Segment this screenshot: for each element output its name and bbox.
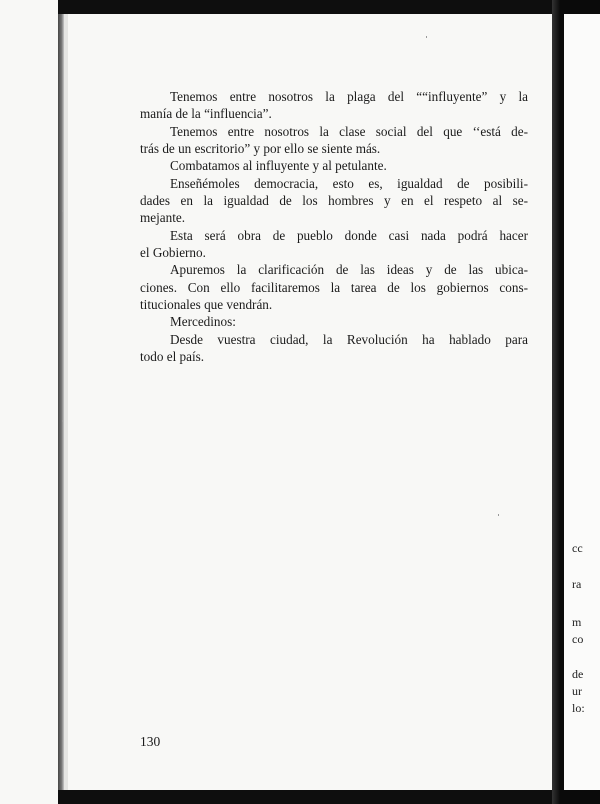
- scan-speck: [62, 420, 63, 422]
- text-line: Mercedinos:: [170, 314, 236, 330]
- paragraph: [140, 313, 528, 330]
- text-line: Enseñémoles democracia, esto es, igualdad de posibili-: [170, 175, 528, 191]
- facing-page-fragment: ra: [572, 577, 582, 591]
- text-line: Esta será obra de pueblo donde casi nada podrá hacer: [170, 227, 528, 243]
- facing-page-fragment: ur: [572, 684, 582, 698]
- text-line: ciones. Con ello facilitaremos la tarea de los gobiernos cons-: [140, 279, 528, 295]
- facing-page-fragment: co: [572, 632, 584, 646]
- scan-speck: [498, 514, 499, 516]
- facing-page-fragment: de: [572, 667, 584, 681]
- paragraph: [140, 157, 528, 174]
- paragraph: [140, 123, 528, 158]
- text-line: Tenemos entre nosotros la clase social del que ‘‘está de-: [170, 123, 528, 139]
- page-number: 130: [140, 734, 161, 749]
- text-line: dades en la igualdad de los hombres y en el respeto al se-: [140, 193, 528, 209]
- scan-speck: [62, 210, 63, 212]
- paragraph: [140, 175, 528, 227]
- text-line: mejante.: [140, 210, 186, 226]
- scan-speck: [426, 36, 427, 38]
- facing-page-fragment: lo:: [572, 701, 585, 715]
- paragraph: [140, 88, 528, 123]
- text-line: titucionales que vendrán.: [140, 297, 273, 313]
- paragraph: [140, 331, 528, 366]
- bottom-scan-border: [58, 790, 600, 804]
- top-scan-border: [58, 0, 600, 14]
- paragraph: [140, 261, 528, 313]
- text-line: Apuremos la clarificación de las ideas y de las ubica-: [170, 262, 528, 278]
- text-line: el Gobierno.: [140, 245, 206, 261]
- facing-page-fragment: m: [572, 615, 582, 629]
- text-line: todo el país.: [140, 349, 205, 365]
- text-line: Combatamos al influyente y al petulante.: [170, 158, 387, 174]
- text-line: Tenemos entre nosotros la plaga del ““influyente” y la: [170, 89, 528, 104]
- paragraph: [140, 227, 528, 262]
- facing-page-fragment: cc: [572, 541, 583, 555]
- text-line: manía de la “influencia”.: [140, 106, 272, 122]
- body-text: [140, 88, 528, 366]
- text-line: trás de un escritorio” y por ello se siente más.: [140, 141, 381, 157]
- left-scan-shadow: [64, 14, 68, 804]
- text-line: Desde vuestra ciudad, la Revolución ha hablado para: [170, 331, 528, 347]
